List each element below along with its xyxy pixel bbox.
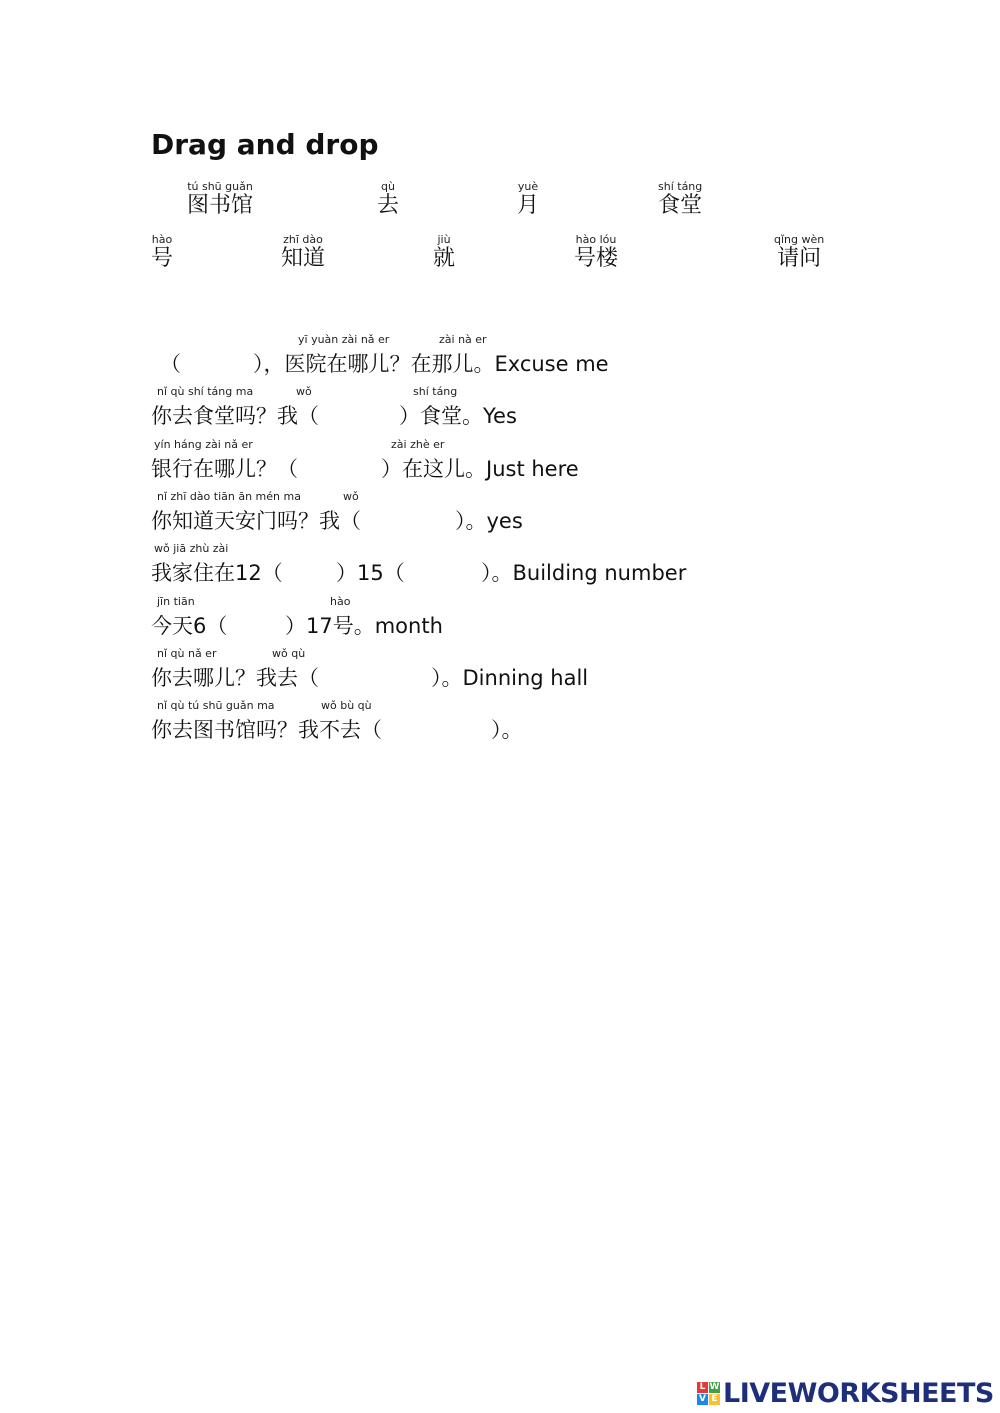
sentence-2 — [151, 386, 551, 430]
word-pinyin: hào lóu — [575, 233, 617, 246]
sentence-text: ），医院在哪儿？在那儿。Excuse me — [253, 352, 609, 376]
drop-blank[interactable] — [296, 559, 336, 587]
word-hanzi: 食堂 — [658, 193, 703, 218]
page-title: Drag and drop — [151, 128, 379, 161]
sentence-6 — [151, 596, 451, 640]
pinyin-annotation: shí táng — [413, 385, 458, 398]
sentence-text: ）17号。month — [285, 614, 443, 638]
sentence-text: 我家住在12（ — [151, 561, 283, 585]
word-pinyin: yuè — [517, 180, 539, 193]
pinyin-annotation: wǒ — [296, 385, 312, 398]
pinyin-annotation: yī yuàn zài nǎ er — [298, 333, 390, 346]
word-hanzi: 请问 — [777, 246, 822, 271]
badge-letter: L — [697, 1382, 708, 1393]
drag-word-zhidao[interactable] — [281, 233, 325, 272]
sentence-text: 你知道天安门吗？我（ — [151, 509, 361, 533]
pinyin-annotation: yín háng zài nǎ er — [154, 438, 253, 451]
drop-blank[interactable] — [391, 507, 455, 535]
sentence-text: 银行在哪儿？（ — [151, 457, 298, 481]
badge-letter: V — [697, 1394, 708, 1405]
word-hanzi: 去 — [377, 193, 400, 218]
word-pinyin: qǐng wèn — [774, 233, 825, 246]
pinyin-annotation: jīn tiān — [157, 595, 195, 608]
word-hanzi: 月 — [517, 193, 540, 218]
drop-blank[interactable] — [421, 716, 491, 744]
word-pinyin: tú shū guǎn — [187, 180, 253, 193]
drop-blank[interactable] — [416, 559, 481, 587]
word-hanzi: 号楼 — [574, 246, 619, 271]
sentence-text: ）在这儿。Just here — [381, 457, 579, 481]
sentence-7 — [151, 648, 591, 692]
drop-blank[interactable] — [183, 350, 253, 378]
word-hanzi: 就 — [433, 246, 456, 271]
drag-word-qu[interactable] — [377, 180, 399, 219]
drop-blank[interactable] — [341, 664, 431, 692]
sentence-text: 你去图书馆吗？我不去（ — [151, 718, 382, 742]
sentence-5 — [151, 543, 691, 587]
drag-word-shitang[interactable] — [658, 180, 702, 219]
logo-badge-icon — [697, 1382, 720, 1405]
pinyin-annotation: nǐ zhī dào tiān ān mén ma — [157, 490, 301, 503]
sentence-text: ）食堂。Yes — [399, 404, 517, 428]
pinyin-annotation: zài nà er — [439, 333, 487, 346]
pinyin-annotation: wǒ — [343, 490, 359, 503]
word-pinyin: shí táng — [658, 180, 703, 193]
word-pinyin: qù — [381, 180, 395, 193]
sentence-4 — [151, 491, 541, 535]
word-pinyin: jiù — [437, 233, 451, 246]
sentence-text: 你去哪儿？我去（ — [151, 666, 319, 690]
drag-word-tushuguan[interactable] — [187, 180, 253, 219]
drop-blank[interactable] — [243, 612, 285, 640]
word-hanzi: 号 — [151, 246, 174, 271]
pinyin-annotation: wǒ qù — [272, 647, 306, 660]
sentence-text: 今天6（ — [151, 614, 228, 638]
pinyin-annotation: nǐ qù nǎ er — [157, 647, 217, 660]
word-hanzi: 图书馆 — [187, 193, 254, 218]
badge-letter: W — [709, 1382, 720, 1392]
pinyin-annotation: wǒ bù qù — [321, 699, 372, 712]
sentence-text: （ — [160, 352, 181, 376]
badge-letter: E — [709, 1394, 720, 1405]
sentence-text: ）15（ — [336, 561, 405, 585]
drop-blank[interactable] — [341, 402, 399, 430]
drag-word-yue[interactable] — [517, 180, 539, 219]
logo-text: LIVEWORKSHEETS — [723, 1378, 994, 1409]
sentence-8 — [151, 700, 531, 744]
word-pinyin: zhī dào — [283, 233, 323, 246]
liveworksheets-logo — [697, 1378, 994, 1409]
sentence-text: ）。yes — [455, 509, 523, 533]
pinyin-annotation: wǒ jiā zhù zài — [154, 542, 229, 555]
word-hanzi: 知道 — [281, 246, 326, 271]
pinyin-annotation: nǐ qù tú shū guǎn ma — [157, 699, 275, 712]
word-pinyin: hào — [151, 233, 173, 246]
sentence-text: 你去食堂吗？我（ — [151, 404, 319, 428]
sentence-3 — [151, 439, 591, 483]
pinyin-annotation: hào — [330, 595, 351, 608]
drag-word-qingwen[interactable] — [774, 233, 824, 272]
sentence-text: ）。 — [491, 718, 523, 742]
sentence-1 — [151, 334, 671, 378]
drag-word-hao[interactable] — [151, 233, 173, 272]
drag-word-haolou[interactable] — [574, 233, 618, 272]
pinyin-annotation: zài zhè er — [391, 438, 445, 451]
sentence-text: ）。Dinning hall — [431, 666, 589, 690]
pinyin-annotation: nǐ qù shí táng ma — [157, 385, 254, 398]
sentence-text: ）。Building number — [481, 561, 687, 585]
drop-blank[interactable] — [321, 455, 381, 483]
drag-word-jiu[interactable] — [433, 233, 455, 272]
